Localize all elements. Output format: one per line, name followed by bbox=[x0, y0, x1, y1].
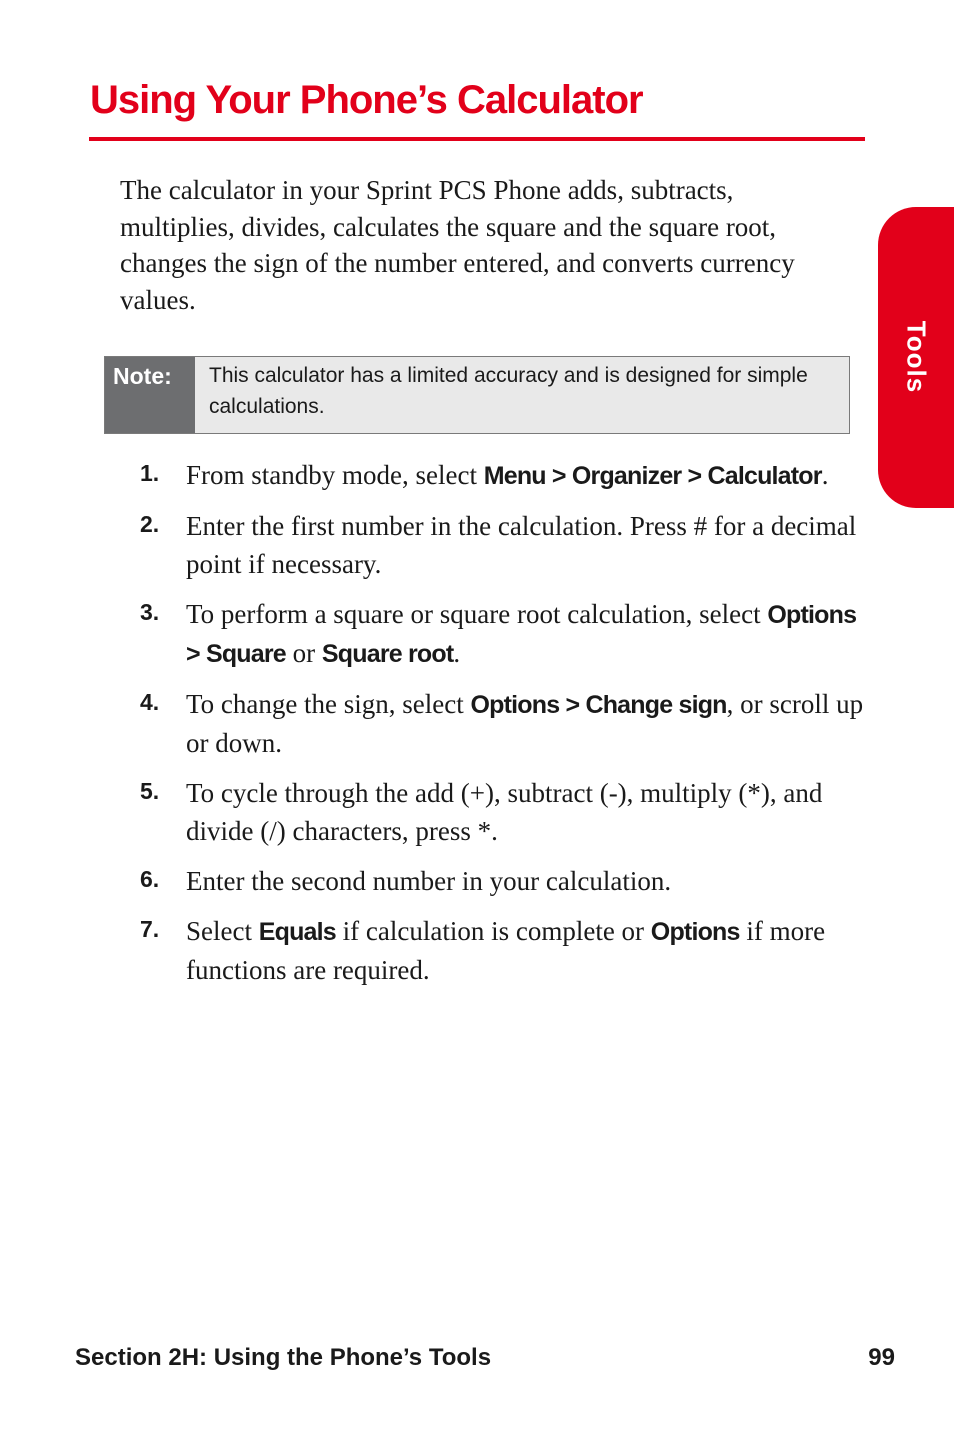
step-item bbox=[140, 507, 865, 583]
step-item bbox=[140, 912, 865, 989]
title-rule bbox=[89, 137, 865, 141]
side-tab-label: Tools bbox=[901, 320, 932, 394]
note-box bbox=[104, 356, 850, 434]
page-footer bbox=[75, 1344, 895, 1372]
step-text bbox=[186, 862, 865, 900]
step-text bbox=[186, 456, 865, 495]
step-number: 1. bbox=[140, 460, 160, 486]
step-text-run: , or scroll up or down. bbox=[186, 689, 864, 758]
step-text-run: To cycle through the add (+), subtract (-), multiply (*), and divide (/) characters, press *. bbox=[186, 778, 823, 846]
note-text: This calculator has a limited accuracy and is designed for simple calculations. bbox=[195, 357, 849, 433]
menu-keyword: Menu > Organizer > Calculator bbox=[483, 462, 822, 490]
step-item bbox=[140, 862, 865, 900]
step-text-run: From standby mode, select bbox=[186, 460, 484, 490]
menu-keyword: Equals bbox=[258, 918, 336, 946]
section-side-tab bbox=[878, 207, 954, 508]
step-number: 7. bbox=[140, 916, 160, 942]
menu-keyword: Square root bbox=[321, 640, 454, 668]
step-text bbox=[186, 507, 865, 583]
step-item bbox=[140, 456, 865, 495]
menu-keyword: Options > Change sign bbox=[470, 691, 727, 719]
step-item bbox=[140, 774, 865, 850]
step-text-run: Enter the first number in the calculation. Press # for a decimal point if necessary. bbox=[186, 511, 857, 579]
page-title: Using Your Phone’s Calculator bbox=[90, 78, 643, 122]
menu-keyword: Options bbox=[650, 918, 740, 946]
step-text bbox=[186, 685, 865, 762]
step-text-run: or bbox=[285, 638, 322, 668]
step-text bbox=[186, 595, 865, 673]
menu-keyword: Options > Square bbox=[186, 601, 857, 668]
step-text-run: . bbox=[821, 460, 829, 490]
step-number: 5. bbox=[140, 778, 160, 804]
step-text-run: To change the sign, select bbox=[186, 689, 471, 719]
step-text bbox=[186, 912, 865, 989]
step-text-run: To perform a square or square root calculation, select bbox=[186, 599, 768, 629]
note-label: Note: bbox=[105, 357, 195, 433]
step-text-run: if more functions are required. bbox=[186, 916, 826, 985]
step-text-run: Enter the second number in your calculation. bbox=[186, 866, 672, 896]
step-text bbox=[186, 774, 865, 850]
step-text-run: Select bbox=[186, 916, 259, 946]
steps-list bbox=[140, 456, 865, 1001]
step-item bbox=[140, 595, 865, 673]
step-number: 4. bbox=[140, 689, 160, 715]
step-text-run: . bbox=[453, 638, 461, 668]
page-number: 99 bbox=[868, 1344, 895, 1371]
step-item bbox=[140, 685, 865, 762]
step-number: 2. bbox=[140, 511, 160, 537]
footer-section: Section 2H: Using the Phone’s Tools bbox=[75, 1344, 492, 1371]
step-text-run: if calculation is complete or bbox=[335, 916, 651, 946]
intro-paragraph: The calculator in your Sprint PCS Phone adds, subtracts, multiplies, divides, calculates the square and the square root, changes the sign of the number entered, and converts currency values. bbox=[120, 175, 795, 315]
step-number: 3. bbox=[140, 599, 160, 625]
step-number: 6. bbox=[140, 866, 160, 892]
